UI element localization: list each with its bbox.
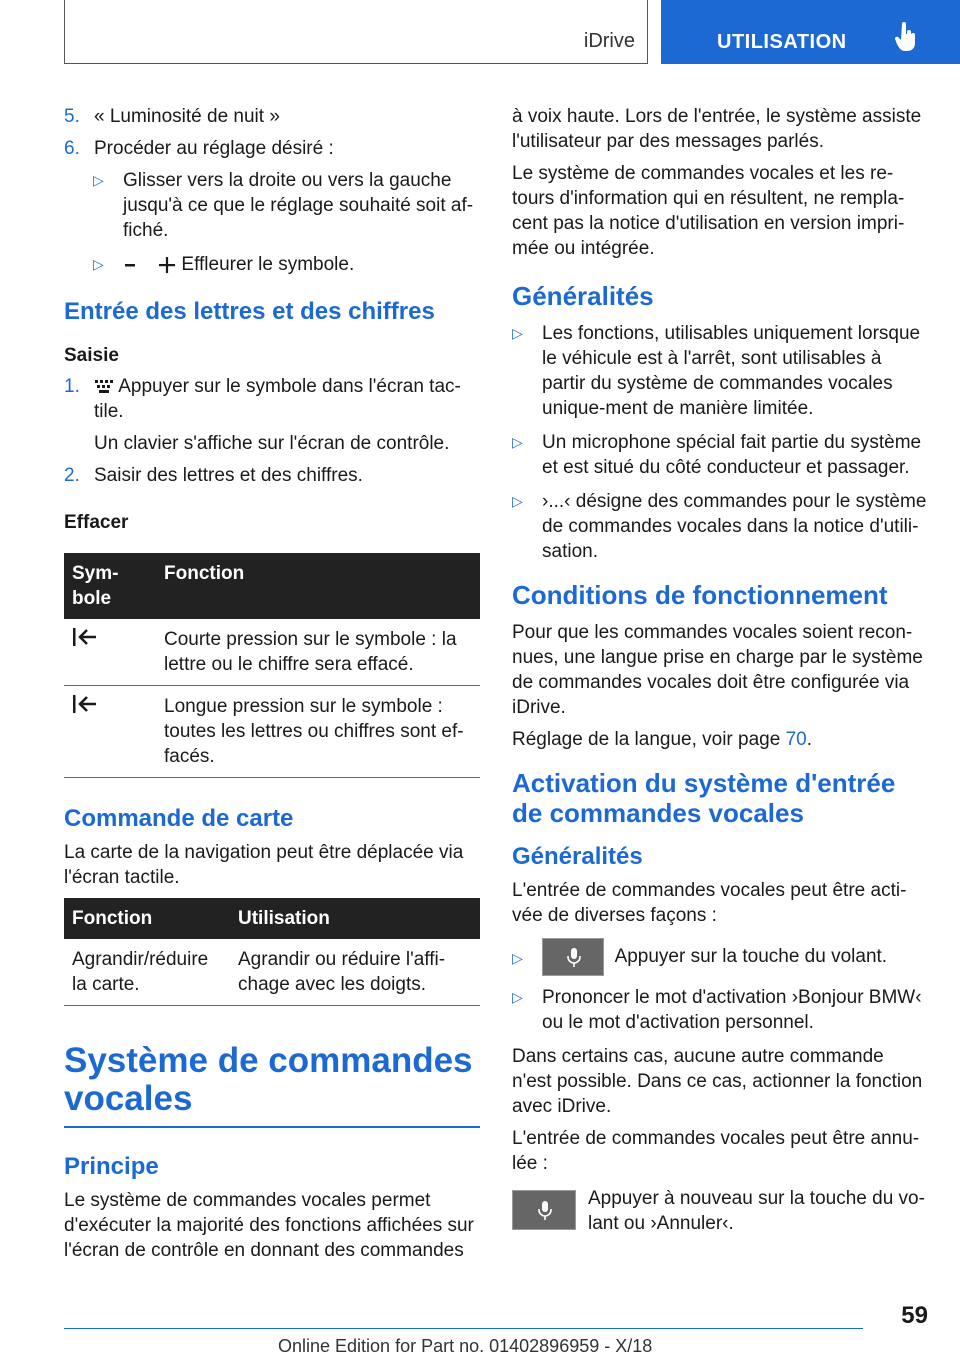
steering-voice-button <box>542 938 604 976</box>
table-header: Sym-bole <box>64 553 156 619</box>
header-section-label: iDrive <box>583 30 635 52</box>
keyboard-icon <box>94 379 114 395</box>
step-number: 6. <box>64 138 80 159</box>
minus-icon <box>123 258 137 272</box>
backspace-icon <box>72 627 98 647</box>
table-cell: Longue pression sur le symbole : toutes les lettres ou chiffres sont ef-facés. <box>156 686 480 778</box>
section-heading: Principe <box>64 1153 159 1180</box>
triangle-bullet-icon: ▷ <box>93 172 104 188</box>
cancel-row <box>512 1186 928 1236</box>
backspace-icon <box>72 694 98 714</box>
list-item <box>64 374 480 424</box>
paragraph: L'entrée de commandes vocales peut être acti-vée de diverses façons : <box>512 880 907 926</box>
list-item <box>512 938 928 976</box>
list-item <box>64 463 480 488</box>
step-text: Procéder au réglage désiré : <box>94 138 334 159</box>
triangle-bullet-icon: ▷ <box>512 493 523 509</box>
section-heading: Commande de carte <box>64 805 294 832</box>
triangle-bullet-icon: ▷ <box>512 325 523 341</box>
triangle-bullet-icon: ▷ <box>93 256 104 272</box>
bullet-text: Prononcer le mot d'activation ›Bonjour BMW‹ ou le mot d'activation personnel. <box>542 987 922 1033</box>
bullet-text: Effleurer le symbole. <box>181 254 355 275</box>
plus-icon <box>158 256 176 274</box>
section-heading: Entrée des lettres et des chiffres <box>64 298 435 325</box>
section-heading: Généralités <box>512 281 654 311</box>
paragraph: La carte de la navigation peut être déplacée via l'écran tactile. <box>64 842 464 888</box>
list-item <box>64 136 480 161</box>
subsection-heading: Généralités <box>512 843 643 870</box>
triangle-bullet-icon: ▷ <box>512 950 523 966</box>
header-chapter-tab[interactable] <box>661 0 960 64</box>
table-cell: Courte pression sur le symbole : la lettre ou le chiffre sera effacé. <box>156 619 480 686</box>
section-heading: Conditions de fonctionnement <box>512 580 888 610</box>
page-link[interactable]: 70 <box>785 729 807 750</box>
bullet-text: Glisser vers la droite ou vers la gauche jusqu'à ce que le réglage souhaité soit af-fiché. <box>123 170 474 241</box>
table-header: Utilisation <box>230 898 480 939</box>
erase-table <box>64 553 480 778</box>
language-suffix: . <box>806 729 813 750</box>
table-cell <box>64 686 156 778</box>
subsection-heading: Saisie <box>64 345 119 366</box>
footer-edition: Online Edition for Part no. 01402896959 - X/18 <box>278 1336 653 1356</box>
table-row <box>64 619 480 686</box>
step-text: « Luminosité de nuit » <box>94 106 280 127</box>
left-column <box>64 104 480 1270</box>
bullet-text: ›...‹ désigne des commandes pour le système de commandes vocales dans la notice d'utili-sation. <box>542 491 927 562</box>
pointing-hand-icon <box>895 22 917 52</box>
saisie-note: Un clavier s'affiche sur l'écran de contrôle. <box>94 433 450 454</box>
list-item <box>93 252 480 277</box>
paragraph: Pour que les commandes vocales soient recon-nues, une langue prise en charge par le système de commandes vocales doit être configurée via iDrive. <box>512 622 923 718</box>
map-table <box>64 898 480 1006</box>
table-cell: Agrandir ou réduire l'affi-chage avec les doigts. <box>230 939 480 1006</box>
section-heading: Activation du système d'entrée de commandes vocales <box>512 768 896 828</box>
bullet-text: Les fonctions, utilisables uniquement lorsque le véhicule est à l'arrêt, sont utilisables à partir du système de commandes vocales unique-ment de manière limitée. <box>542 323 921 419</box>
bullet-text: Appuyer sur la touche du volant. <box>614 946 888 968</box>
paragraph: Le système de commandes vocales et les re-tours d'information qui en résultent, ne rempla-cent pas la notice d'utilisation en version impri-mée ou intégrée. <box>512 163 905 259</box>
table-cell: Agrandir/réduire la carte. <box>64 939 230 1006</box>
subsection-heading: Effacer <box>64 512 129 533</box>
language-prefix: Réglage de la langue, voir page <box>512 729 786 750</box>
step-number: 5. <box>64 106 80 127</box>
table-row <box>64 939 480 1006</box>
list-item <box>93 168 480 243</box>
table-row <box>64 686 480 778</box>
chapter-heading: Système de commandes vocales <box>64 1042 480 1128</box>
steering-voice-button <box>512 1190 576 1230</box>
right-column <box>512 104 928 1236</box>
step-number: 2. <box>64 465 80 486</box>
page-number: 59 <box>901 1302 928 1329</box>
bullet-text: Un microphone spécial fait partie du système et est situé du côté conducteur et passager. <box>542 432 922 478</box>
table-cell <box>64 619 156 686</box>
table-header: Fonction <box>156 553 480 619</box>
step-text: Appuyer sur le symbole dans l'écran tac-tile. <box>94 376 461 422</box>
header-section-box <box>64 0 648 64</box>
list-item <box>512 985 928 1035</box>
list-item <box>512 321 928 421</box>
microphone-icon <box>536 1200 554 1222</box>
paragraph: Dans certains cas, aucune autre commande n'est possible. Dans ce cas, actionner la fonction avec iDrive. <box>512 1046 923 1117</box>
header-chapter-label: UTILISATION <box>717 31 847 53</box>
list-item <box>512 489 928 564</box>
step-number: 1. <box>64 376 80 397</box>
paragraph: à voix haute. Lors de l'entrée, le système assiste l'utilisateur par des messages parlés. <box>512 106 922 152</box>
paragraph <box>512 727 928 752</box>
paragraph: Le système de commandes vocales permet d'exécuter la majorité des fonctions affichées sur l'écran de contrôle en donnant des commandes <box>64 1190 474 1261</box>
triangle-bullet-icon: ▷ <box>512 989 523 1005</box>
microphone-icon <box>565 947 583 969</box>
list-item <box>64 104 480 129</box>
step-text: Saisir des lettres et des chiffres. <box>94 465 363 486</box>
triangle-bullet-icon: ▷ <box>512 434 523 450</box>
cancel-text: Appuyer à nouveau sur la touche du vo-lant ou ›Annuler‹. <box>588 1188 925 1234</box>
table-header: Fonction <box>64 898 230 939</box>
footer-divider <box>64 1328 863 1329</box>
list-item <box>512 430 928 480</box>
paragraph: L'entrée de commandes vocales peut être annu-lée : <box>512 1128 920 1174</box>
